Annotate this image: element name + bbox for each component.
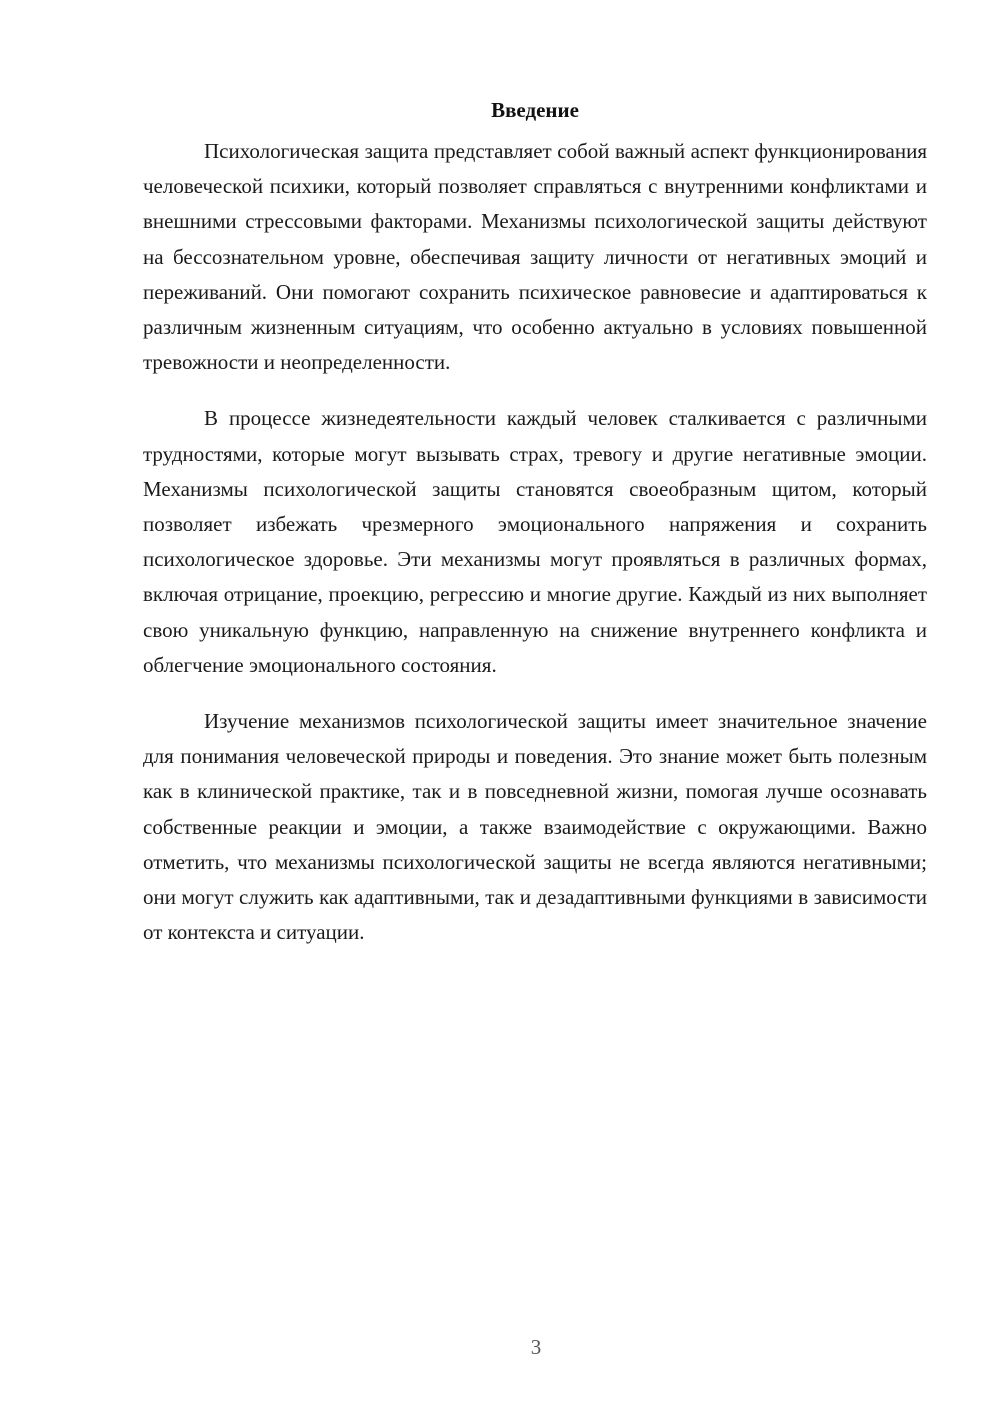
paragraph-2: В процессе жизнедеятельности каждый человек сталкивается с различными трудностями, которые могут вызывать страх, тревогу и другие негативные эмоции. Механизмы психологической защиты становятся своеобразным щитом, который позволяет избежать чрезмерного эмоционального напряжения и сохранить психологическое здоровье. Эти механизмы могут проявляться в различных формах, включая отрицание, проекцию, регрессию и многие другие. Каждый из них выполняет свою уникальную функцию, направленную на снижение внутреннего конфликта и облегчение эмоционального состояния. — [143, 406, 927, 677]
paragraph-3: Изучение механизмов психологической защиты имеет значительное значение для понимания человеческой природы и поведения. Это знание может быть полезным как в клинической практике, так и в повседневной жизни, помогая лучше осознавать собственные реакции и эмоции, а также взаимодействие с окружающими. Важно отметить, что механизмы психологической защиты не всегда являются негативными; они могут служить как адаптивными, так и дезадаптивными функциями в зависимости от контекста и ситуации. — [143, 709, 927, 945]
document-body — [143, 94, 927, 971]
paragraph-1: Психологическая защита представляет собой важный аспект функционирования человеческой психики, который позволяет справляться с внутренними конфликтами и внешними стрессовыми факторами. Механизмы психологической защиты действуют на бессознательном уровне, обеспечивая защиту личности от негативных эмоций и переживаний. Они помогают сохранить психическое равновесие и адаптироваться к различным жизненным ситуациям, что особенно актуально в условиях повышенной тревожности и неопределенности. — [143, 139, 927, 375]
page-number: 3 — [530, 1335, 542, 1359]
section-heading: Введение — [491, 98, 579, 122]
